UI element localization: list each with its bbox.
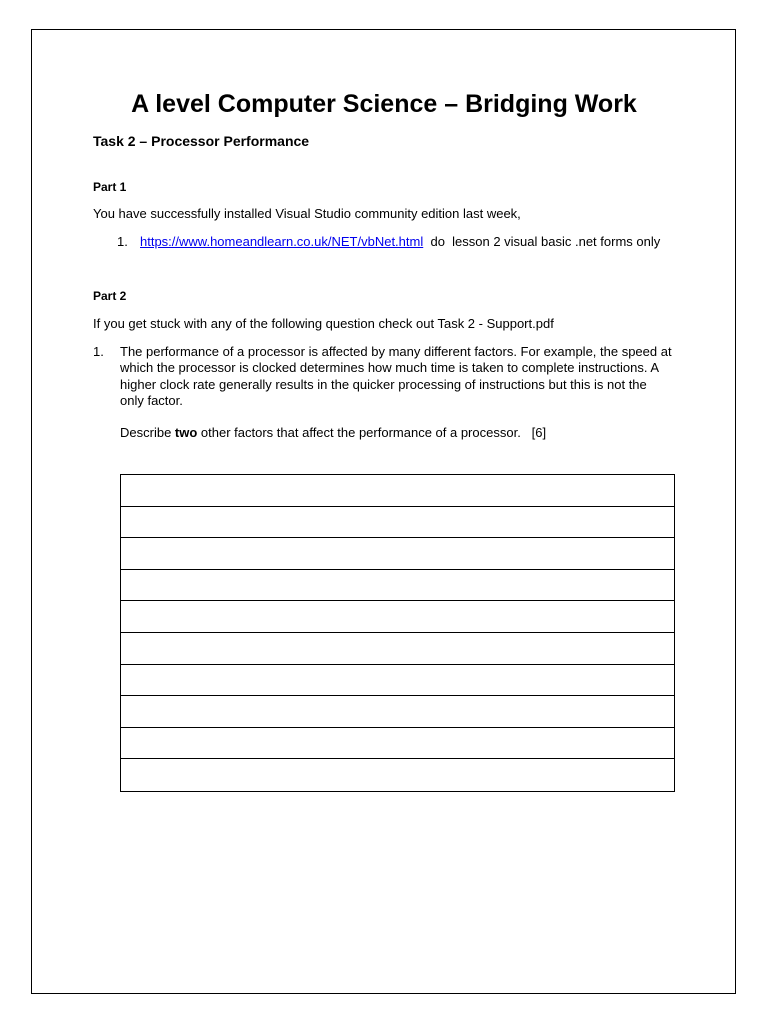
part-1-list-number: 1.	[117, 234, 128, 249]
question-line: which the processor is clocked determines how much time is taken to complete instructions. A	[120, 360, 660, 376]
answer-line[interactable]	[121, 665, 674, 697]
part-2-heading: Part 2	[93, 289, 127, 303]
question-prompt	[120, 425, 546, 441]
question-number: 1.	[93, 344, 104, 359]
question-line: The performance of a processor is affected by many different factors. For example, the speed at	[120, 344, 672, 359]
answer-line[interactable]	[121, 696, 674, 728]
question-text	[120, 344, 680, 409]
answer-line[interactable]	[121, 507, 674, 539]
document-title: A level Computer Science – Bridging Work	[131, 90, 637, 118]
question-line: only factor.	[120, 392, 183, 408]
answer-line[interactable]	[121, 728, 674, 760]
task-heading: Task 2 – Processor Performance	[93, 133, 310, 149]
answer-line[interactable]	[121, 633, 674, 665]
answer-line[interactable]	[121, 601, 674, 633]
question-line: higher clock rate generally results in the quicker processing of instructions but this is not the	[120, 376, 647, 392]
part-1-list-item	[140, 234, 660, 250]
prompt-text-start: Describe	[120, 425, 175, 440]
part-2-intro: If you get stuck with any of the following question check out Task 2 - Support.pdf	[93, 316, 554, 331]
homeandlearn-link[interactable]: https://www.homeandlearn.co.uk/NET/vbNet.html	[140, 234, 424, 249]
answer-line[interactable]	[121, 538, 674, 570]
prompt-emphasis: two	[174, 425, 198, 440]
answer-box	[120, 474, 675, 792]
answer-line[interactable]	[121, 475, 674, 507]
list-item-instruction: do lesson 2 visual basic .net forms only	[423, 234, 661, 249]
prompt-text-end: other factors that affect the performance of a processor. [6]	[197, 425, 547, 440]
answer-line[interactable]	[121, 570, 674, 602]
answer-line[interactable]	[121, 759, 674, 791]
part-1-intro: You have successfully installed Visual Studio community edition last week,	[93, 206, 521, 221]
part-1-heading: Part 1	[93, 180, 127, 194]
